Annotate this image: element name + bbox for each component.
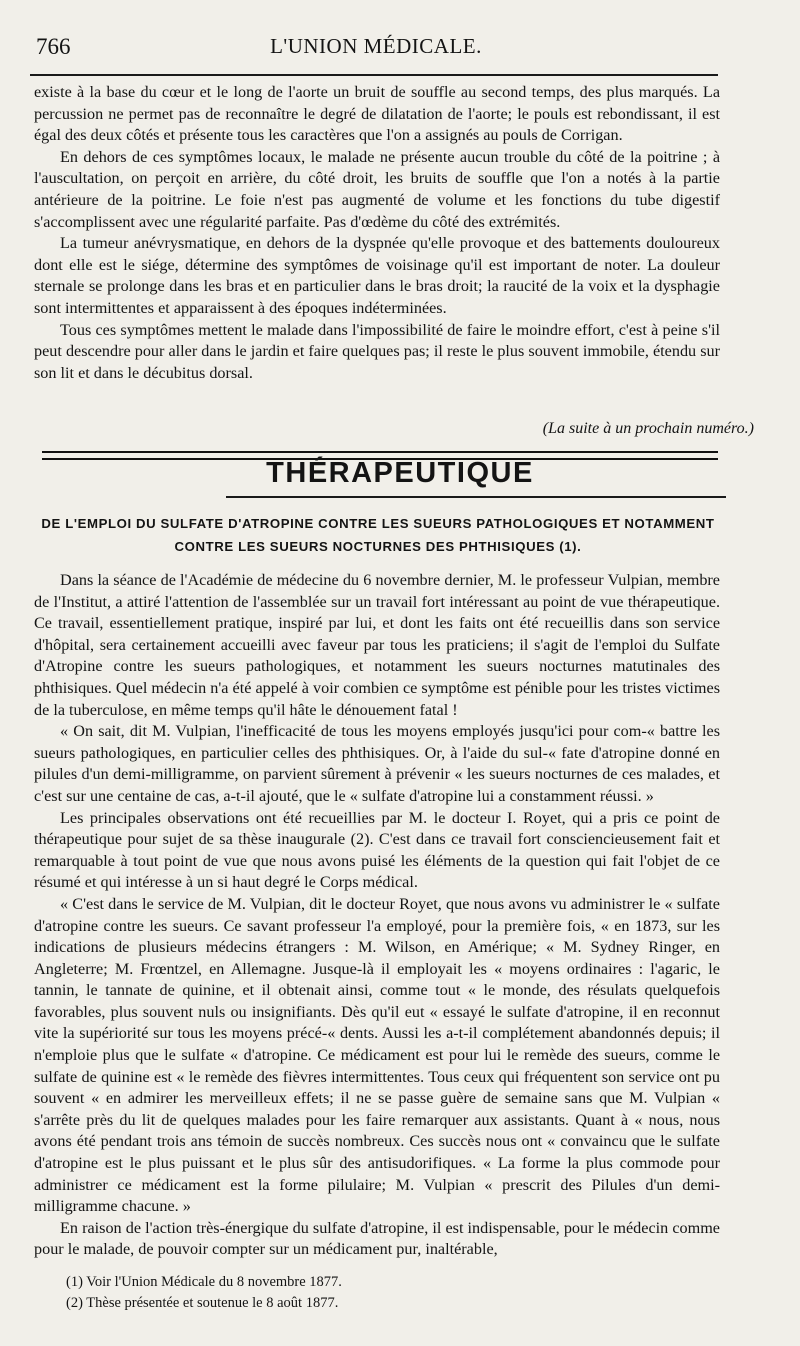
- intro-paragraph: existe à la base du cœur et le long de l'aorte un bruit de souffle au second temps, des plus marqués. La percussion ne permet pas de reconnaître le degré de dilatation de l'aorte; le pouls est rebondissant, il est égal des deux côtés et présente tous les caractères que l'on a assignés au pouls de Corrigan.: [34, 83, 720, 145]
- article-paragraph: « On sait, dit M. Vulpian, l'inefficacité de tous les moyens employés jusqu'ici pour com-« battre les sueurs pathologiques, en particulier celles des phthisiques. Or, à l'aide du sul-« fate d'atropine donné en pilules d'un demi-milligramme, on parvient sûrement à prévenir « les sueurs nocturnes de ces malades, et c'est sur une centaine de cas, a-t-il ajouté, que le « sulfate d'atropine lui a constamment réussi. »: [34, 722, 720, 805]
- article-paragraph: Les principales observations ont été recueillies par M. le docteur I. Royet, qui a pris ce point de thérapeutique pour sujet de sa thèse inaugurale (2). C'est dans ce travail fort consciencieusement fait et remarquable à tout point de vue que nous avons puisé les éléments de la question qui fait l'objet de ce résumé et qui intéresse à un si haut degré le Corps médical.: [34, 808, 720, 892]
- article-paragraph: « C'est dans le service de M. Vulpian, dit le docteur Royet, que nous avons vu administrer le « sulfate d'atropine contre les sueurs. Ce savant professeur l'a employé, pour la première fois, « en 1873, sur les indications de plusieurs médecins étrangers : M. Wilson, en Amérique; « M. Sydney Ringer, en Angleterre; M. Frœntzel, en Allemagne. Jusque-là il employait les « moyens ordinaires : l'agaric, le tannin, le tannate de quinine, et il obtenait ainsi, comme tout « le monde, des résulats quelquefois favorables, plus souvent nuls ou insignifiants. Dès qu'il eut « essayé le sulfate d'atropine, il en reconnut vite la supériorité sur tous les moyens précé-« dents. Aussi les a-t-il complétement abandonnés depuis; il n'emploie plus que le sulfate « d'atropine. Ce médicament est pour lui le remède des sueurs, comme le sulfate de quinine est « le remède des fièvres intermittentes. Tous ceux qui fréquentent son service ont pu souvent « en admirer les merveilleux effets; il ne se passe guère de semaine sans que M. Vulpian « s'arrête près du lit de quelques malades pour les faire remarquer aux assistants. Quant à « nous, nous avons été pendant trois ans témoin de succès nombreux. Ces succès nous ont « convaincu que le sulfate d'atropine est le plus puissant et le plus sûr des antisudorifiques. « La forme la plus commode pour administrer ce médicament est la forme pilulaire; M. Vulpian « prescrit des Pilules d'un demi-milligramme chacune. »: [34, 894, 720, 1216]
- footnotes: [66, 1272, 706, 1314]
- page-header: [36, 32, 716, 62]
- article-body: [34, 570, 720, 1261]
- header-rule: [30, 74, 718, 76]
- section-title: THÉRAPEUTIQUE: [266, 457, 534, 489]
- footnote: (1) Voir l'Union Médicale du 8 novembre 1877.: [66, 1274, 342, 1290]
- intro-paragraph: Tous ces symptômes mettent le malade dans l'impossibilité de faire le moindre effort, c'est à peine s'il peut descendre pour aller dans le jardin et faire quelques pas; il reste le plus souvent immobile, étendu sur son lit et dans le décubitus dorsal.: [34, 320, 720, 382]
- section-title-rule: [226, 496, 726, 498]
- intro-paragraph: En dehors de ces symptômes locaux, le malade ne présente aucun trouble du côté de la poitrine ; à l'auscultation, on perçoit en arrière, du côté droit, les bruits de souffle que l'on a notés à la partie antérieure de la poitrine. Le foie n'est pas augmenté de volume et les fonctions du tube digestif s'accomplissent avec une régularité parfaite. Pas d'œdème du côté des extrémités.: [34, 147, 720, 231]
- article-paragraph: En raison de l'action très-énergique du sulfate d'atropine, il est indispensable, pour le médecin comme pour le malade, de pouvoir compter sur un médicament pur, inaltérable,: [34, 1218, 720, 1259]
- intro-text: [34, 82, 720, 384]
- article-title-line: DE L'EMPLOI DU SULFATE D'ATROPINE CONTRE LES SUEURS PATHOLOGIQUES ET NOTAMMENT: [41, 516, 715, 531]
- running-title: L'UNION MÉDICALE.: [270, 34, 482, 58]
- article-title: [36, 512, 720, 558]
- page-number: 766: [36, 34, 71, 59]
- article-title-line: CONTRE LES SUEURS NOCTURNES DES PHTHISIQUES (1).: [174, 539, 582, 554]
- footnote: (2) Thèse présentée et soutenue le 8 août 1877.: [66, 1295, 339, 1311]
- article-paragraph: Dans la séance de l'Académie de médecine du 6 novembre dernier, M. le professeur Vulpian, membre de l'Institut, a attiré l'attention de l'assemblée sur un travail fort intéressant au point de vue thérapeutique. Ce travail, essentiellement pratique, inspiré par lui, et dont les faits ont été recueillis dans son service d'hôpital, sera certainement accueilli avec faveur par tous les praticiens; il s'agit de l'emploi du Sulfate d'Atropine contre les sueurs pathologiques, et notamment les sueurs nocturnes matutinales des phthisiques. Quel médecin n'a été appelé à voir combien ce symptôme est pénible pour les tristes victimes de la tuberculose, en même temps qu'il hâte le dénouement fatal !: [34, 571, 720, 719]
- intro-paragraph: La tumeur anévrysmatique, en dehors de la dyspnée qu'elle provoque et des battements douloureux dont elle est le siége, détermine des symptômes de voisinage qu'il est important de noter. La douleur sternale se prolonge dans les bras et en particulier dans le bras droit; la raucité de la voix et la dysphagie sont intermittentes et apparaissent à des époques indéterminées.: [34, 234, 720, 317]
- continuation-note: (La suite à un prochain numéro.): [542, 420, 754, 437]
